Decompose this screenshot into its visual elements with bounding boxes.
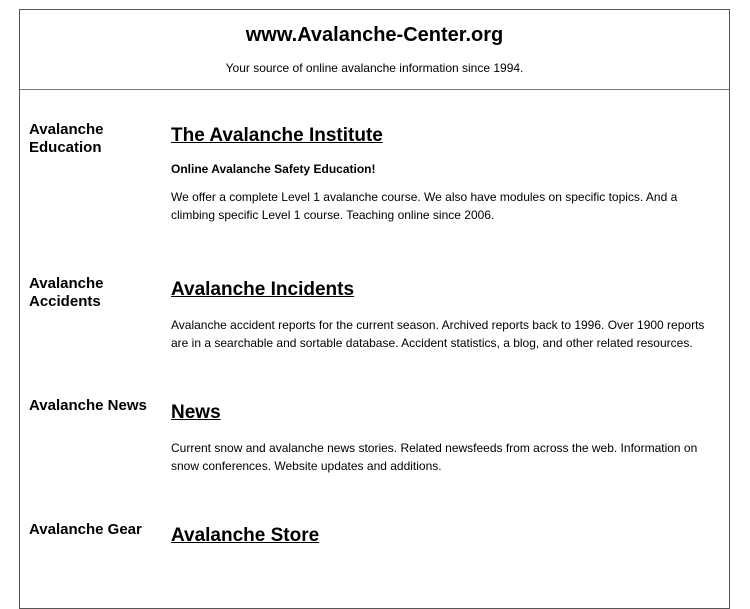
section-description: Current snow and avalanche news stories. Related newsfeeds from across the web. Information on snow conferences. Website updates and additions. <box>171 441 698 473</box>
avalanche-incidents-link[interactable]: Avalanche Incidents <box>171 279 355 300</box>
section-subheading: Online Avalanche Safety Education! <box>171 162 376 176</box>
section-label: Avalanche Accidents <box>29 275 104 310</box>
site-header <box>20 10 729 90</box>
section-label: Avalanche Gear <box>29 521 142 538</box>
news-link[interactable]: News <box>171 402 221 423</box>
section-label: Avalanche News <box>29 397 147 414</box>
section-content <box>171 279 716 352</box>
section-content <box>171 402 716 475</box>
section-content <box>171 525 716 547</box>
site-tagline: Your source of online avalanche information since 1994. <box>225 61 524 75</box>
section-label: Avalanche Education <box>29 121 104 156</box>
section-content <box>171 125 716 224</box>
page-frame <box>19 9 730 609</box>
section-description: Avalanche accident reports for the current season. Archived reports back to 1996. Over 1900 reports are in a searchable and sortable database. Accident statistics, a blog, and other related resources. <box>171 318 705 350</box>
site-title[interactable]: www.Avalanche-Center.org <box>245 24 504 46</box>
avalanche-store-link[interactable]: Avalanche Store <box>171 525 320 546</box>
avalanche-institute-link[interactable]: The Avalanche Institute <box>171 125 383 146</box>
section-description: We offer a complete Level 1 avalanche course. We also have modules on specific topics. And a climbing specific Level 1 course. Teaching online since 2006. <box>171 190 678 222</box>
